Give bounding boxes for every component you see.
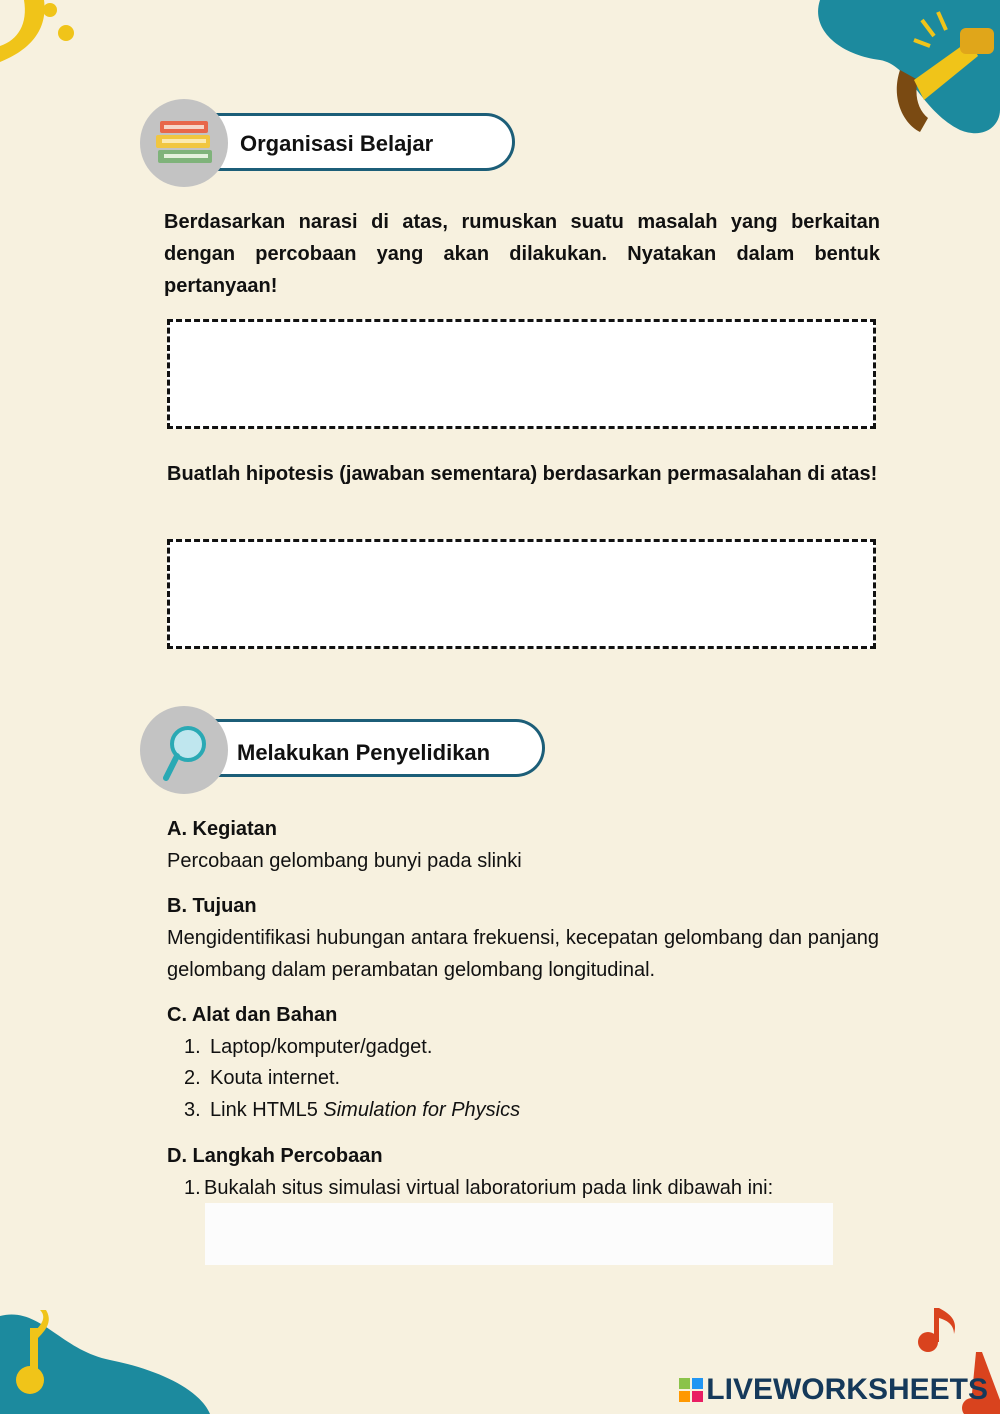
- magnifier-icon: [140, 706, 228, 794]
- heading-alat-bahan: C. Alat dan Bahan: [167, 1004, 338, 1026]
- list-item: [184, 1067, 340, 1090]
- liveworksheets-brand[interactable]: [679, 1373, 988, 1407]
- list-item-number: 1.: [184, 1036, 201, 1058]
- trumpet-decoration: [810, 0, 1000, 140]
- liveworksheets-logo-icon: [679, 1378, 703, 1402]
- section-icon-circle: [140, 99, 228, 187]
- list-item: [184, 1177, 773, 1200]
- logo-tile: [692, 1391, 703, 1402]
- list-item-text: Kouta internet.: [210, 1067, 341, 1089]
- list-item-italic: Simulation for Physics: [323, 1099, 521, 1121]
- logo-tile: [679, 1391, 690, 1402]
- list-item-text: Bukalah situs simulasi virtual laboratorium pada link dibawah ini:: [204, 1177, 774, 1199]
- brand-text: LIVEWORKSHEETS: [706, 1373, 988, 1406]
- heading-langkah-percobaan: D. Langkah Percobaan: [167, 1145, 383, 1167]
- list-item-number: 3.: [184, 1099, 201, 1121]
- text-kegiatan: Percobaan gelombang bunyi pada slinki: [167, 850, 522, 872]
- question-rumusan-masalah: Berdasarkan narasi di atas, rumuskan suatu masalah yang berkaitan dengan percobaan yang akan dilakukan. Nyatakan dalam bentuk pertanyaan!: [164, 211, 880, 297]
- list-item-number: 1.: [184, 1177, 201, 1199]
- list-item-text: Link HTML5: [210, 1099, 324, 1121]
- logo-tile: [692, 1378, 703, 1389]
- answer-box-rumusan-masalah[interactable]: [167, 319, 876, 429]
- answer-box-hipotesis[interactable]: [167, 539, 876, 649]
- link-input-box[interactable]: [205, 1203, 833, 1265]
- list-item: [184, 1099, 520, 1122]
- list-item-text: Laptop/komputer/gadget.: [210, 1036, 433, 1058]
- section-icon-circle-2: [140, 706, 228, 794]
- list-item-number: 2.: [184, 1067, 201, 1089]
- question-hipotesis: Buatlah hipotesis (jawaban sementara) berdasarkan permasalahan di atas!: [167, 463, 878, 485]
- heading-kegiatan: A. Kegiatan: [167, 818, 278, 840]
- logo-tile: [679, 1378, 690, 1389]
- music-clef-decoration: [0, 0, 90, 90]
- teal-wave-decoration: [0, 1310, 220, 1414]
- books-icon: [140, 99, 228, 187]
- list-item: [184, 1036, 432, 1059]
- section-title-penyelidikan: Melakukan Penyelidikan: [237, 740, 491, 765]
- text-tujuan: Mengidentifikasi hubungan antara frekuensi, kecepatan gelombang dan panjang gelombang dalam perambatan gelombang longitudinal.: [167, 927, 879, 981]
- heading-tujuan: B. Tujuan: [167, 895, 257, 917]
- section-title-organisasi: Organisasi Belajar: [240, 131, 434, 156]
